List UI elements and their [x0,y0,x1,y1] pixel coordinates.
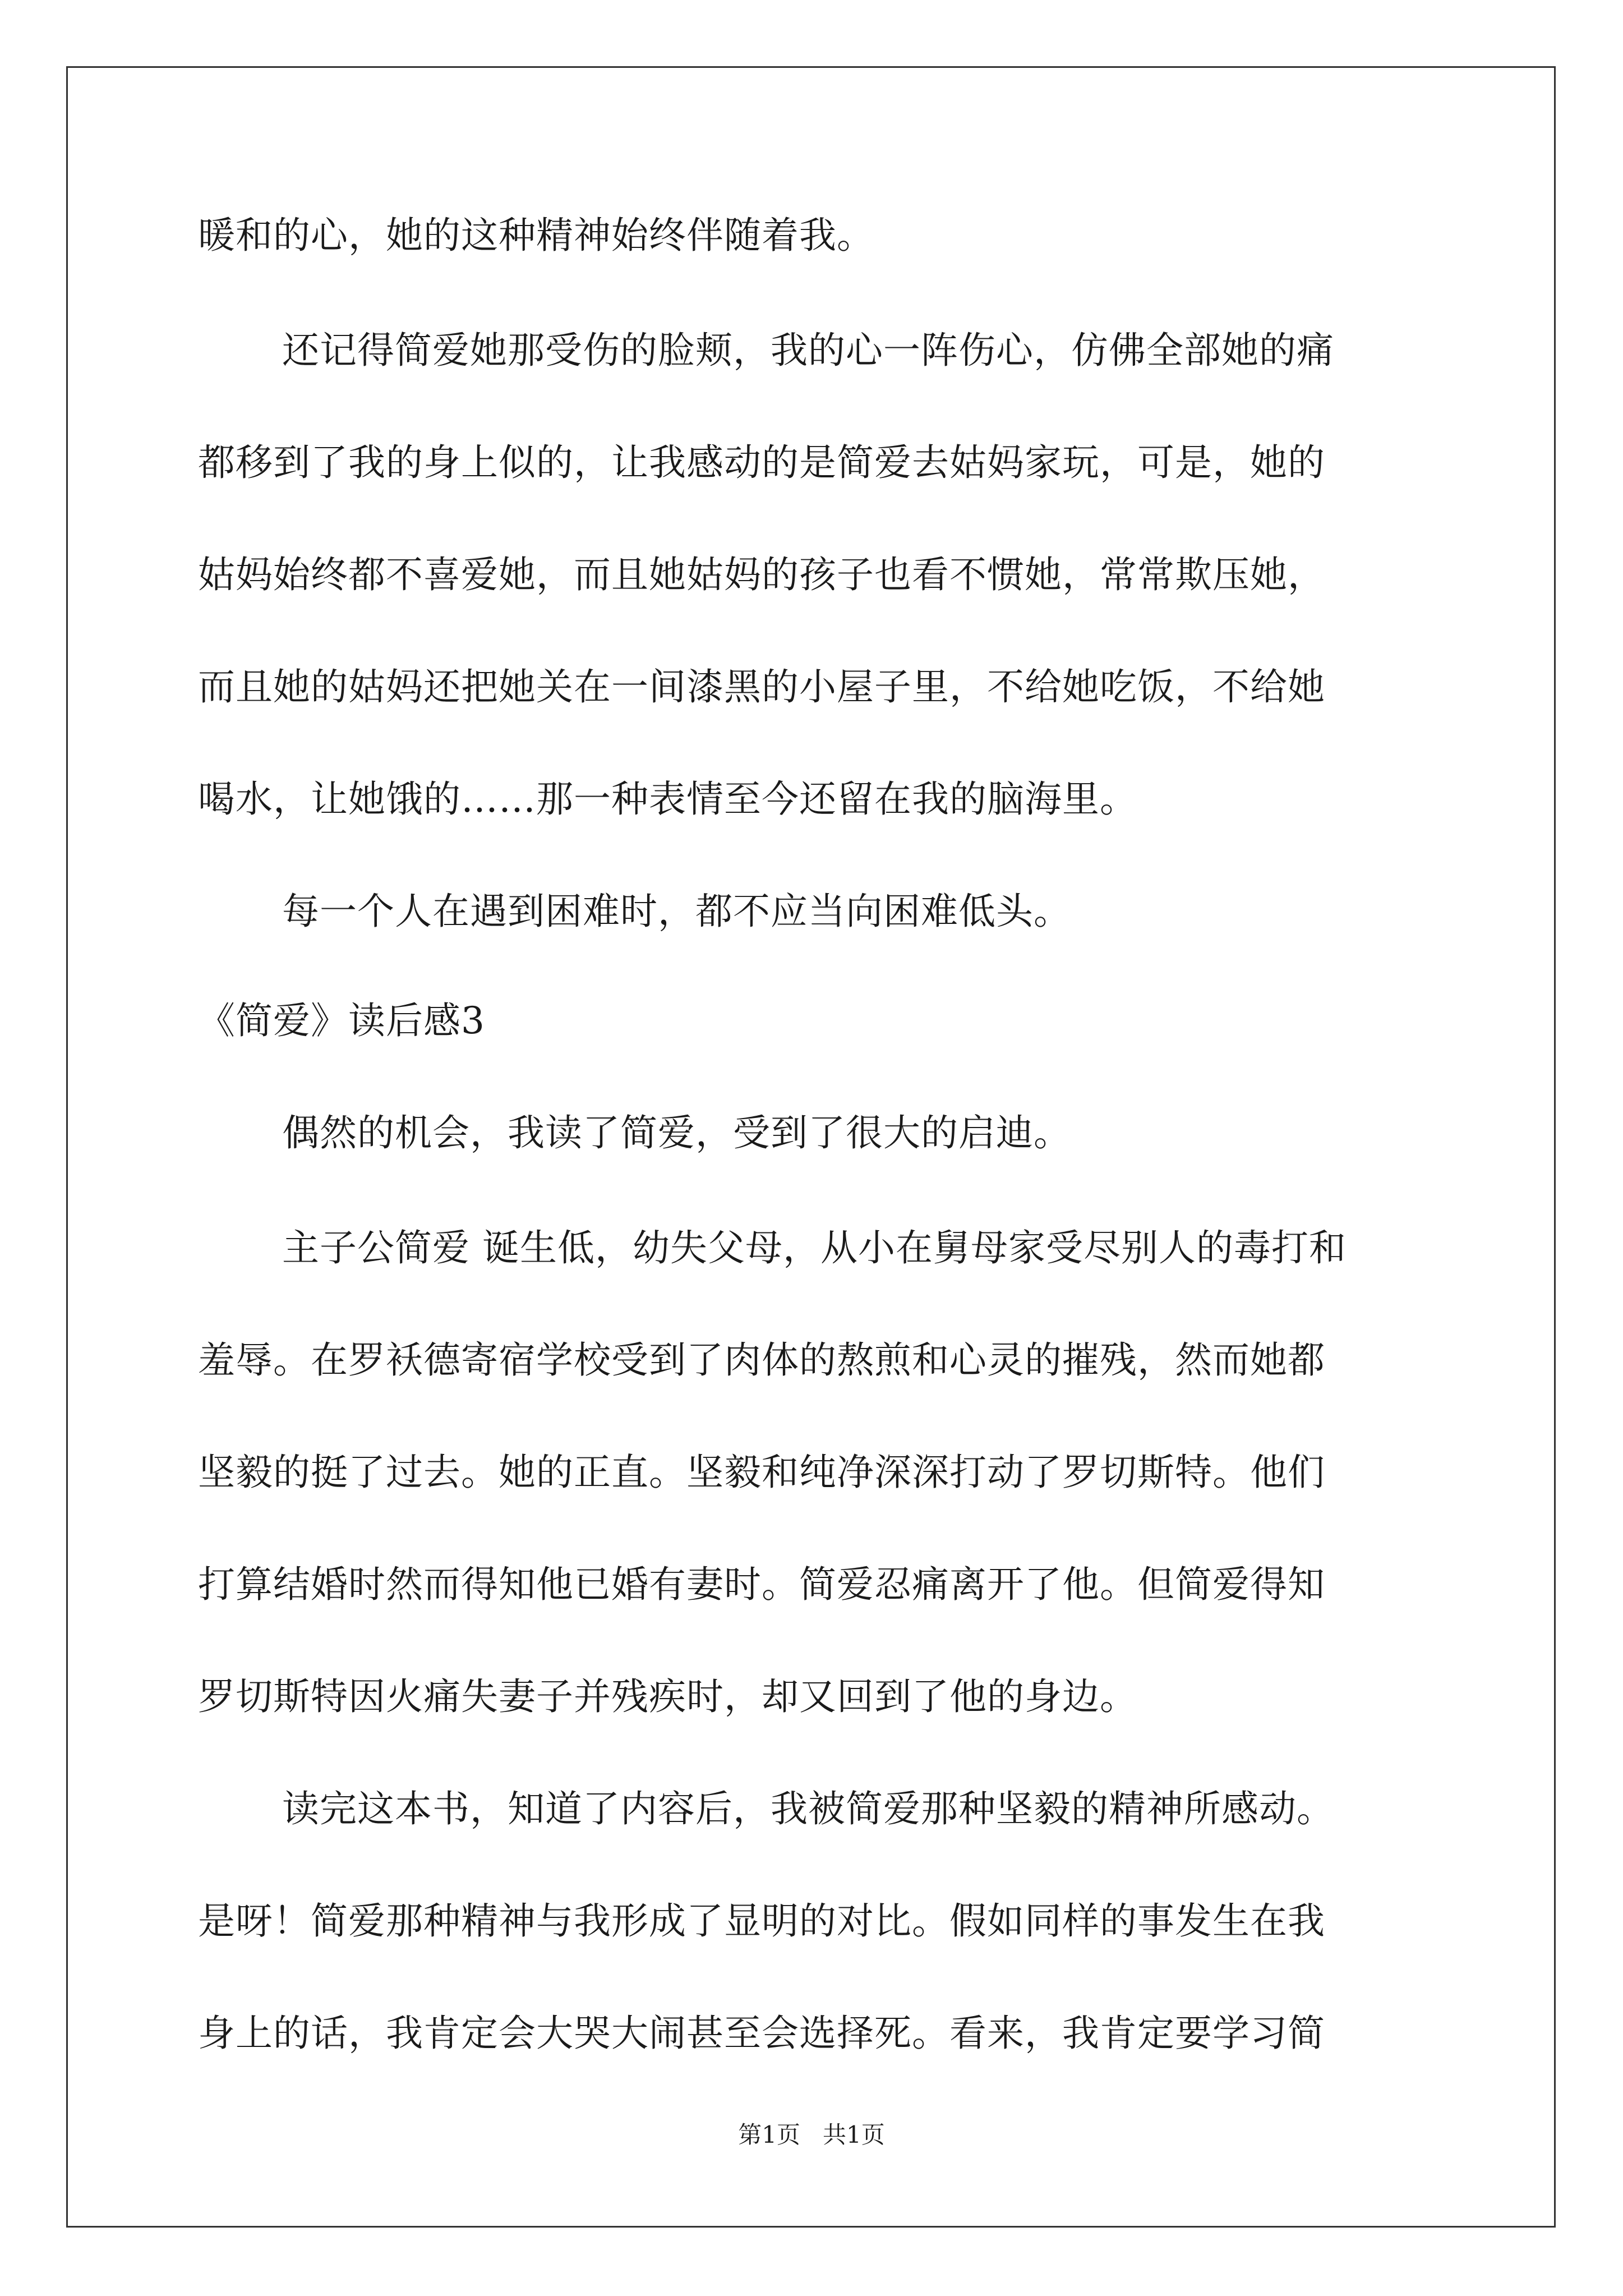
paragraph-start: 偶然的机会，我读了简爱，受到了很大的启迪。 [282,1111,1071,1154]
text-line: 坚毅的挺了过去。她的正直。坚毅和纯净深深打动了罗切斯特。他们 [198,1451,1325,1494]
page-number-footer: 第1页 共1页 [738,2121,885,2148]
text-line: 罗切斯特因火痛失妻子并残疾时，却又回到了他的身边。 [198,1675,1137,1718]
paragraph-start: 还记得简爱她那受伤的脸颊，我的心一阵伤心，仿佛全部她的痛 [282,329,1334,372]
text-line: 而且她的姑妈还把她关在一间漆黑的小屋子里，不给她吃饭，不给她 [198,665,1325,708]
text-line: 是呀！简爱那种精神与我形成了显明的对比。假如同样的事发生在我 [198,1899,1325,1943]
paragraph-start: 每一个人在遇到困难时，都不应当向困难低头。 [282,890,1071,933]
text-line: 暖和的心，她的这种精神始终伴随着我。 [198,214,874,257]
text-line: 姑妈始终都不喜爱她，而且她姑妈的孩子也看不惯她，常常欺压她， [198,553,1325,596]
text-line: 身上的话，我肯定会大哭大闹甚至会选择死。看来，我肯定要学习简 [198,2012,1325,2055]
text-line: 打算结婚时然而得知他已婚有妻时。简爱忍痛离开了他。但简爱得知 [198,1563,1325,1606]
paragraph-start: 主子公简爱 诞生低，幼失父母，从小在舅母家受尽别人的毒打和 [282,1226,1347,1269]
text-line: 都移到了我的身上似的，让我感动的是简爱去姑妈家玩，可是，她的 [198,441,1325,484]
section-heading: 《简爱》读后感3 [198,999,485,1042]
paragraph-start: 读完这本书，知道了内容后，我被简爱那种坚毅的精神所感动。 [282,1787,1334,1830]
text-line: 羞辱。在罗袄德寄宿学校受到了肉体的熬煎和心灵的摧残，然而她都 [198,1338,1325,1382]
text-line: 喝水，让她饿的……那一种表情至今还留在我的脑海里。 [198,777,1137,821]
